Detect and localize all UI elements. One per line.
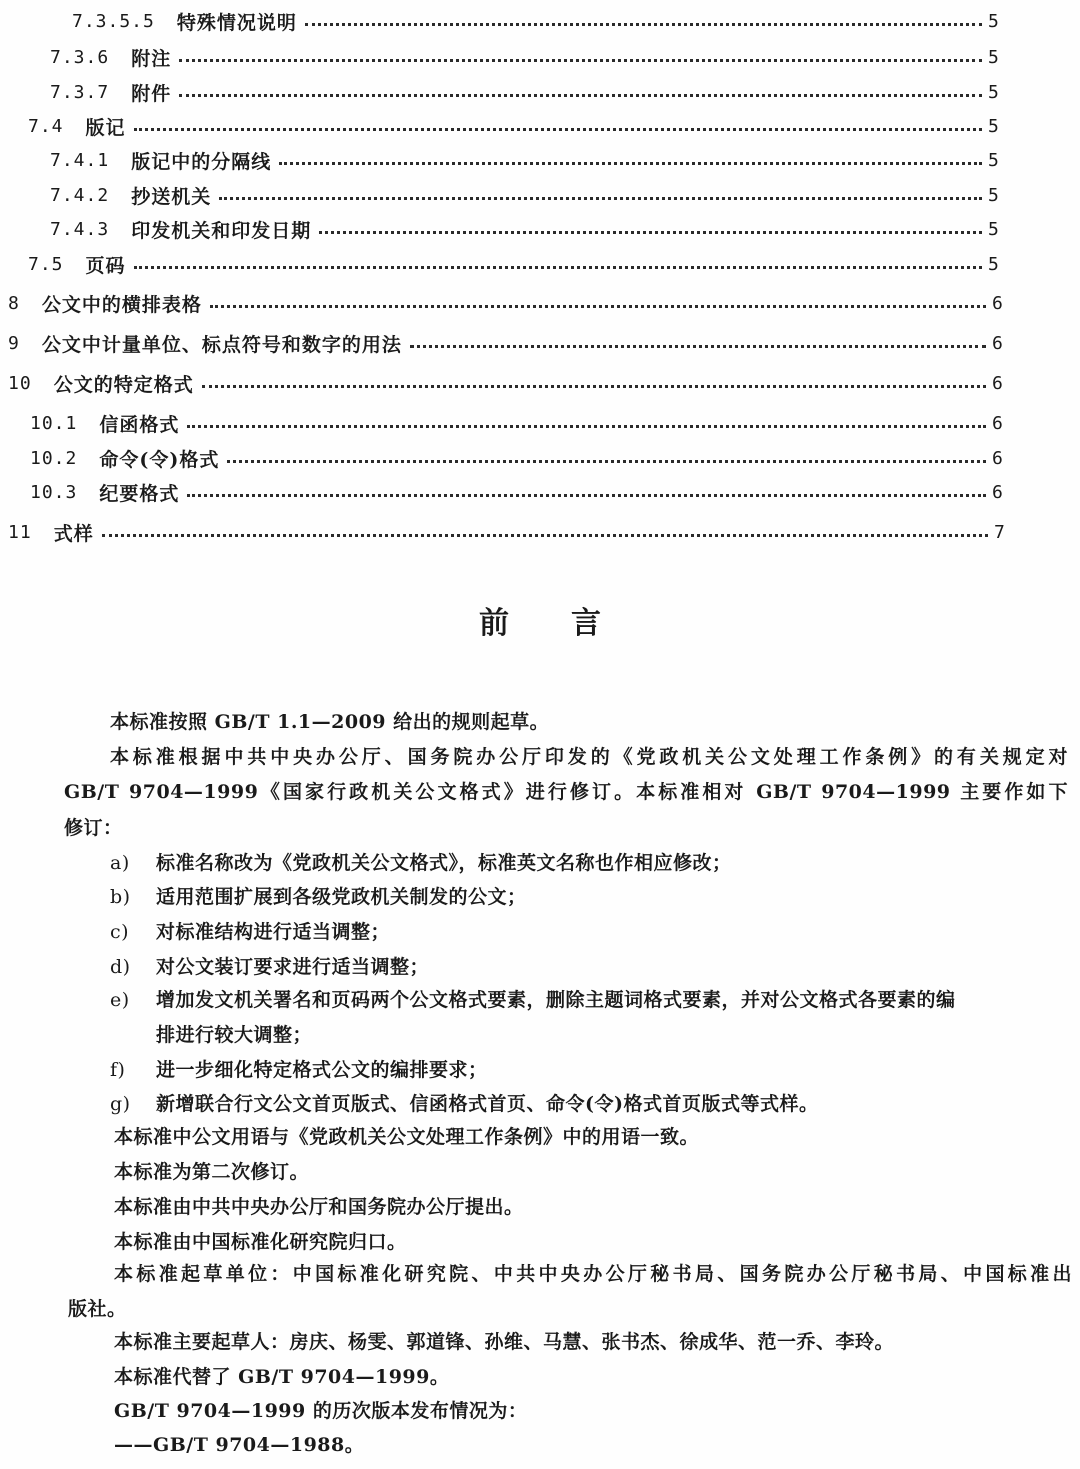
toc-number: 7.4.3 (50, 218, 110, 240)
toc-page: 6 (992, 481, 1003, 503)
toc-title: 公文的特定格式 (53, 373, 194, 396)
toc-number: 10.2 (30, 447, 78, 469)
toc-number: 7.3.6 (50, 46, 110, 68)
toc-entry[interactable] (0, 77, 1080, 107)
foreword-paragraph: 版社。 (68, 1298, 127, 1320)
list-item (110, 1055, 488, 1082)
toc-entry[interactable] (0, 180, 1080, 210)
toc-number: 9 (8, 332, 20, 354)
toc-leader (134, 126, 982, 131)
list-item-text: 适用范围扩展到各级党政机关制发的公文； (156, 886, 527, 908)
toc-title: 版记 (85, 116, 126, 139)
toc-leader (187, 492, 986, 497)
toc-entry[interactable] (0, 145, 1080, 175)
toc-page: 5 (988, 115, 999, 137)
toc-entry[interactable] (0, 368, 1080, 398)
toc-leader (227, 458, 986, 463)
list-item-label: a) (110, 852, 130, 874)
toc-entry[interactable] (0, 288, 1080, 318)
list-item-label: b) (110, 886, 131, 908)
toc-entry[interactable] (0, 328, 1080, 358)
toc-title: 印发机关和印发日期 (131, 219, 312, 242)
toc-entry[interactable] (0, 6, 1080, 36)
toc-leader (219, 195, 982, 200)
list-item (110, 848, 732, 875)
toc-leader (134, 264, 982, 269)
toc-title: 特殊情况说明 (176, 11, 297, 34)
toc-number: 11 (8, 521, 32, 543)
toc-page: 5 (988, 184, 999, 206)
toc-title: 抄送机关 (131, 185, 212, 208)
foreword-paragraph: 本标准中公文用语与《党政机关公文处理工作条例》中的用语一致。 (114, 1126, 700, 1148)
foreword-paragraph: 本标准代替了 GB/T 9704—1999。 (114, 1366, 450, 1388)
toc-title: 式样 (53, 522, 94, 545)
list-item-text: 新增联合行文公文首页版式、信函格式首页、命令(令)格式首页版式等式样。 (156, 1093, 819, 1115)
toc-number: 7.3.5.5 (72, 10, 155, 32)
list-item-text: 增加发文机关署名和页码两个公文格式要素，删除主题词格式要素，并对公文格式各要素的编 (156, 989, 956, 1011)
toc-number: 7.5 (28, 253, 64, 275)
toc-entry[interactable] (0, 477, 1080, 507)
list-item (110, 882, 527, 909)
toc-entry[interactable] (0, 214, 1080, 244)
toc-title: 附注 (131, 47, 172, 70)
foreword-paragraph: GB/T 9704—1999《国家行政机关公文格式》进行修订。本标准相对 GB/T 9704—1999 主要作如下 (64, 781, 1068, 803)
toc-number: 10 (8, 372, 32, 394)
toc-page: 6 (992, 412, 1003, 434)
toc-leader (202, 383, 986, 388)
toc-page: 5 (988, 81, 999, 103)
list-item-text: 对公文装订要求进行适当调整； (156, 956, 430, 978)
toc-entry[interactable] (0, 408, 1080, 438)
foreword-paragraph: 本标准由中国标准化研究院归口。 (114, 1231, 407, 1253)
toc-entry[interactable] (0, 111, 1080, 141)
toc-number: 7.3.7 (50, 81, 110, 103)
foreword-paragraph: 本标准主要起草人：房庆、杨雯、郭道锋、孙维、马慧、张书杰、徐成华、范一乔、李玲。 (114, 1331, 895, 1353)
toc-page: 6 (992, 447, 1003, 469)
toc-page: 5 (988, 149, 999, 171)
list-item (110, 952, 429, 979)
toc-entry[interactable] (0, 249, 1080, 279)
toc-page: 6 (992, 332, 1003, 354)
toc-title: 信函格式 (99, 413, 180, 436)
toc-page: 5 (988, 218, 999, 240)
foreword-paragraph: 本标准由中共中央办公厅和国务院办公厅提出。 (114, 1196, 524, 1218)
toc-leader (305, 21, 982, 26)
toc-entry[interactable] (0, 517, 1080, 547)
list-item (110, 985, 956, 1012)
toc-leader (102, 532, 988, 537)
toc-title: 命令(令)格式 (99, 448, 220, 471)
toc-number: 7.4.2 (50, 184, 110, 206)
toc-page: 5 (988, 46, 999, 68)
foreword-paragraph: GB/T 9704—1999 的历次版本发布情况为： (114, 1400, 528, 1422)
toc-number: 10.1 (30, 412, 78, 434)
list-item-label: d) (110, 956, 131, 978)
toc-number: 8 (8, 292, 20, 314)
toc-title: 公文中的横排表格 (41, 293, 202, 316)
toc-page: 5 (988, 253, 999, 275)
foreword-title: 前言 (479, 606, 663, 641)
list-item (110, 1089, 818, 1116)
toc-leader (179, 57, 982, 62)
toc-entry[interactable] (0, 42, 1080, 72)
foreword-paragraph: 本标准起草单位：中国标准化研究院、中共中央办公厅秘书局、国务院办公厅秘书局、中国标准出 (114, 1263, 1072, 1285)
toc-page: 6 (992, 292, 1003, 314)
foreword-paragraph: ——GB/T 9704—1988。 (114, 1434, 365, 1456)
toc-entry[interactable] (0, 443, 1080, 473)
toc-leader (210, 303, 986, 308)
toc-title: 附件 (131, 82, 172, 105)
foreword-paragraph: 本标准按照 GB/T 1.1—2009 给出的规则起草。 (110, 711, 550, 733)
toc-leader (187, 423, 986, 428)
foreword-paragraph: 本标准为第二次修订。 (114, 1161, 310, 1183)
toc-number: 10.3 (30, 481, 78, 503)
toc-page: 6 (992, 372, 1003, 394)
toc-page: 7 (994, 521, 1005, 543)
list-item-label: e) (110, 989, 130, 1011)
list-item-text: 对标准结构进行适当调整； (156, 921, 391, 943)
toc-leader (319, 229, 982, 234)
list-item-label: g) (110, 1093, 131, 1115)
toc-leader (410, 343, 986, 348)
toc-title: 版记中的分隔线 (131, 150, 272, 173)
list-item-label: c) (110, 921, 130, 943)
toc-number: 7.4.1 (50, 149, 110, 171)
toc-leader (279, 160, 982, 165)
list-item-text: 标准名称改为《党政机关公文格式》，标准英文名称也作相应修改； (156, 852, 732, 874)
toc-title: 页码 (85, 254, 126, 277)
toc-title: 公文中计量单位、标点符号和数字的用法 (41, 333, 402, 356)
foreword-paragraph: 本标准根据中共中央办公厅、国务院办公厅印发的《党政机关公文处理工作条例》的有关规定对 (110, 746, 1068, 768)
toc-leader (179, 92, 982, 97)
list-item (110, 917, 390, 944)
toc-number: 7.4 (28, 115, 64, 137)
toc-title: 纪要格式 (99, 482, 180, 505)
list-item-text: 进一步细化特定格式公文的编排要求； (156, 1059, 488, 1081)
list-item-continuation: 排进行较大调整； (156, 1024, 313, 1046)
foreword-paragraph: 修订： (64, 817, 123, 839)
list-item-label: f) (110, 1059, 126, 1081)
toc-page: 5 (988, 10, 999, 32)
